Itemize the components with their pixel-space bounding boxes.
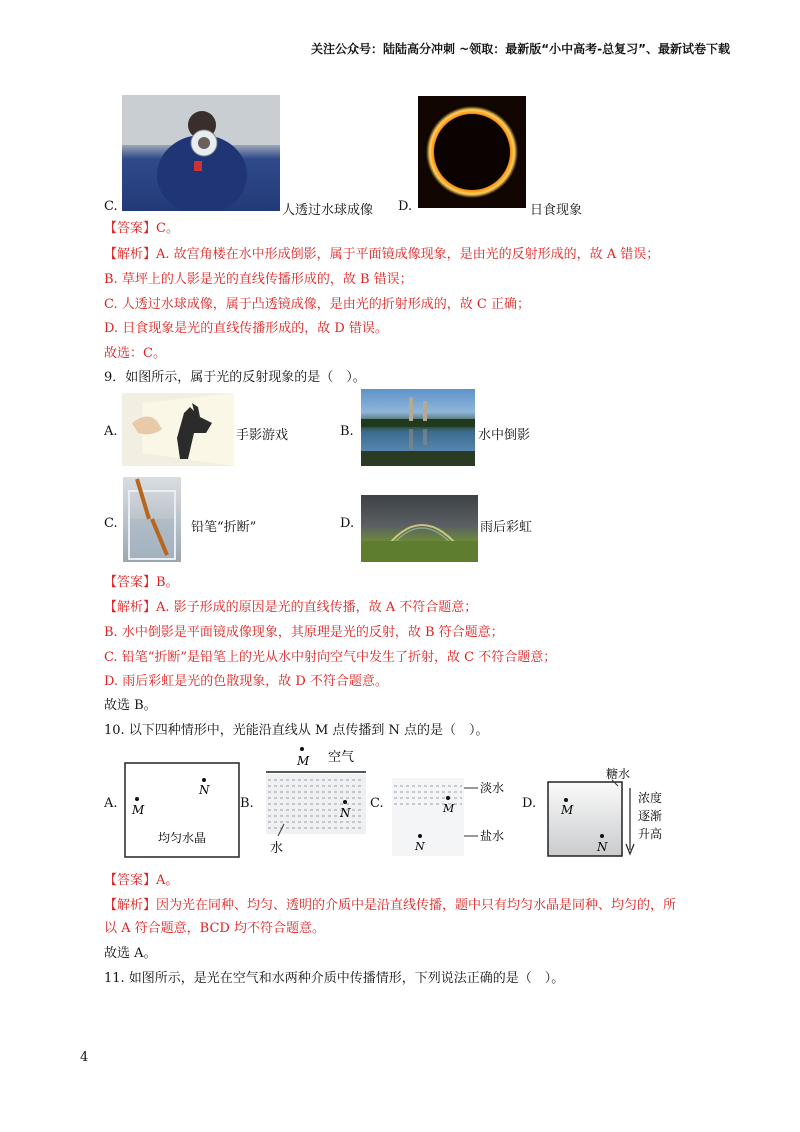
rainbow-photo: [361, 495, 478, 562]
q9-optD-text: 雨后彩虹: [480, 520, 533, 535]
crystal-label: 均匀水晶: [158, 831, 207, 845]
q10-optC-letter: C.: [370, 796, 384, 811]
q8-optC-letter: C.: [104, 199, 118, 214]
air-water-diagram: [264, 744, 368, 858]
q8-choose: 故选：C。: [104, 346, 166, 361]
concentration-label: 升高: [638, 827, 663, 841]
q9-optD-letter: D.: [340, 516, 355, 531]
point-m-label: M: [297, 754, 310, 768]
q8-analysis-line: C. 人透过水球成像，属于凸透镜成像，是由光的折射形成的，故 C 正确；: [104, 297, 530, 312]
point-m-label: M: [561, 803, 574, 817]
q9-analysis-line: 【解析】A. 影子形成的原因是光的直线传播，故 A 不符合题意；: [104, 600, 478, 615]
sugar-water-label: 糖水: [606, 767, 631, 781]
q9-answer: 【答案】B。: [104, 575, 179, 590]
q10-choose: 故选 A。: [104, 946, 157, 961]
crystal-diagram: [124, 762, 240, 858]
q10-optD-letter: D.: [522, 796, 537, 811]
concentration-label: 浓度: [638, 791, 663, 805]
q8-analysis-line: 【解析】A. 故宫角楼在水中形成倒影，属于平面镜成像现象，是由光的反射形成的，故 A 错误；: [104, 247, 660, 262]
q8-analysis-line: D. 日食现象是光的直线传播形成的，故 D 错误。: [104, 321, 388, 336]
point-m-label: M: [443, 802, 455, 815]
q10-answer: 【答案】A。: [104, 873, 179, 888]
water-reflection-photo: [361, 389, 475, 466]
q10-optB-letter: B.: [240, 796, 254, 811]
q9-analysis-line: B. 水中倒影是平面镜成像现象，其原理是光的反射，故 B 符合题意；: [104, 625, 504, 640]
solar-eclipse-photo: [418, 96, 526, 208]
page-number: 4: [80, 1050, 89, 1065]
q9-optC-text: 铅笔“折断”: [191, 520, 257, 535]
water-ball-photo: [122, 95, 280, 211]
q10-stem: 10. 以下四种情形中，光能沿直线从 M 点传播到 N 点的是（ ）。: [104, 723, 489, 738]
q9-optA-text: 手影游戏: [236, 428, 289, 443]
sugar-water-diagram: [546, 764, 672, 860]
point-m-label: M: [132, 803, 145, 817]
q9-optA-letter: A.: [104, 424, 118, 439]
q9-stem: 9．如图所示，属于光的反射现象的是（ ）。: [104, 370, 366, 385]
q9-optB-letter: B.: [340, 424, 354, 439]
q8-optC-text: 人透过水球成像: [282, 203, 374, 218]
water-label: 水: [270, 841, 284, 856]
air-label: 空气: [328, 750, 355, 765]
point-n-label: N: [340, 806, 351, 820]
point-n-label: N: [415, 840, 425, 853]
hand-shadow-photo: [122, 393, 234, 466]
page-header: 关注公众号：陆陆高分冲刺 ~领取：最新版“小中高考-总复习”、最新试卷下载: [311, 42, 730, 56]
q8-optD-letter: D.: [398, 199, 413, 214]
q8-analysis-line: B. 草坪上的人影是光的直线传播形成的，故 B 错误；: [104, 272, 413, 287]
point-n-label: N: [597, 840, 608, 854]
q10-analysis-line: 以 A 符合题意，BCD 均不符合题意。: [104, 921, 325, 936]
q9-optC-letter: C.: [104, 516, 118, 531]
q11-stem: 11. 如图所示，是光在空气和水两种介质中传播情形，下列说法正确的是（ ）。: [104, 971, 565, 986]
q10-optA-letter: A.: [104, 796, 118, 811]
q9-analysis-line: D. 雨后彩虹是光的色散现象，故 D 不符合题意。: [104, 674, 388, 689]
q10-analysis-line: 【解析】因为光在同种、均匀、透明的介质中是沿直线传播，题中只有均匀水晶是同种、均匀的，所: [104, 898, 677, 913]
q9-choose: 故选 B。: [104, 698, 157, 713]
pencil-in-water-photo: [123, 477, 181, 562]
fresh-water-label: 淡水: [480, 781, 505, 795]
q8-optD-text: 日食现象: [530, 203, 583, 218]
q8-answer: 【答案】C。: [104, 221, 179, 236]
salt-water-label: 盐水: [480, 829, 505, 843]
fresh-salt-water-diagram: [390, 776, 518, 858]
q9-analysis-line: C. 铅笔“折断”是铅笔上的光从水中射向空气中发生了折射，故 C 不符合题意；: [104, 650, 557, 665]
point-n-label: N: [199, 783, 210, 797]
q9-optB-text: 水中倒影: [478, 428, 531, 443]
concentration-label: 逐渐: [638, 809, 663, 823]
